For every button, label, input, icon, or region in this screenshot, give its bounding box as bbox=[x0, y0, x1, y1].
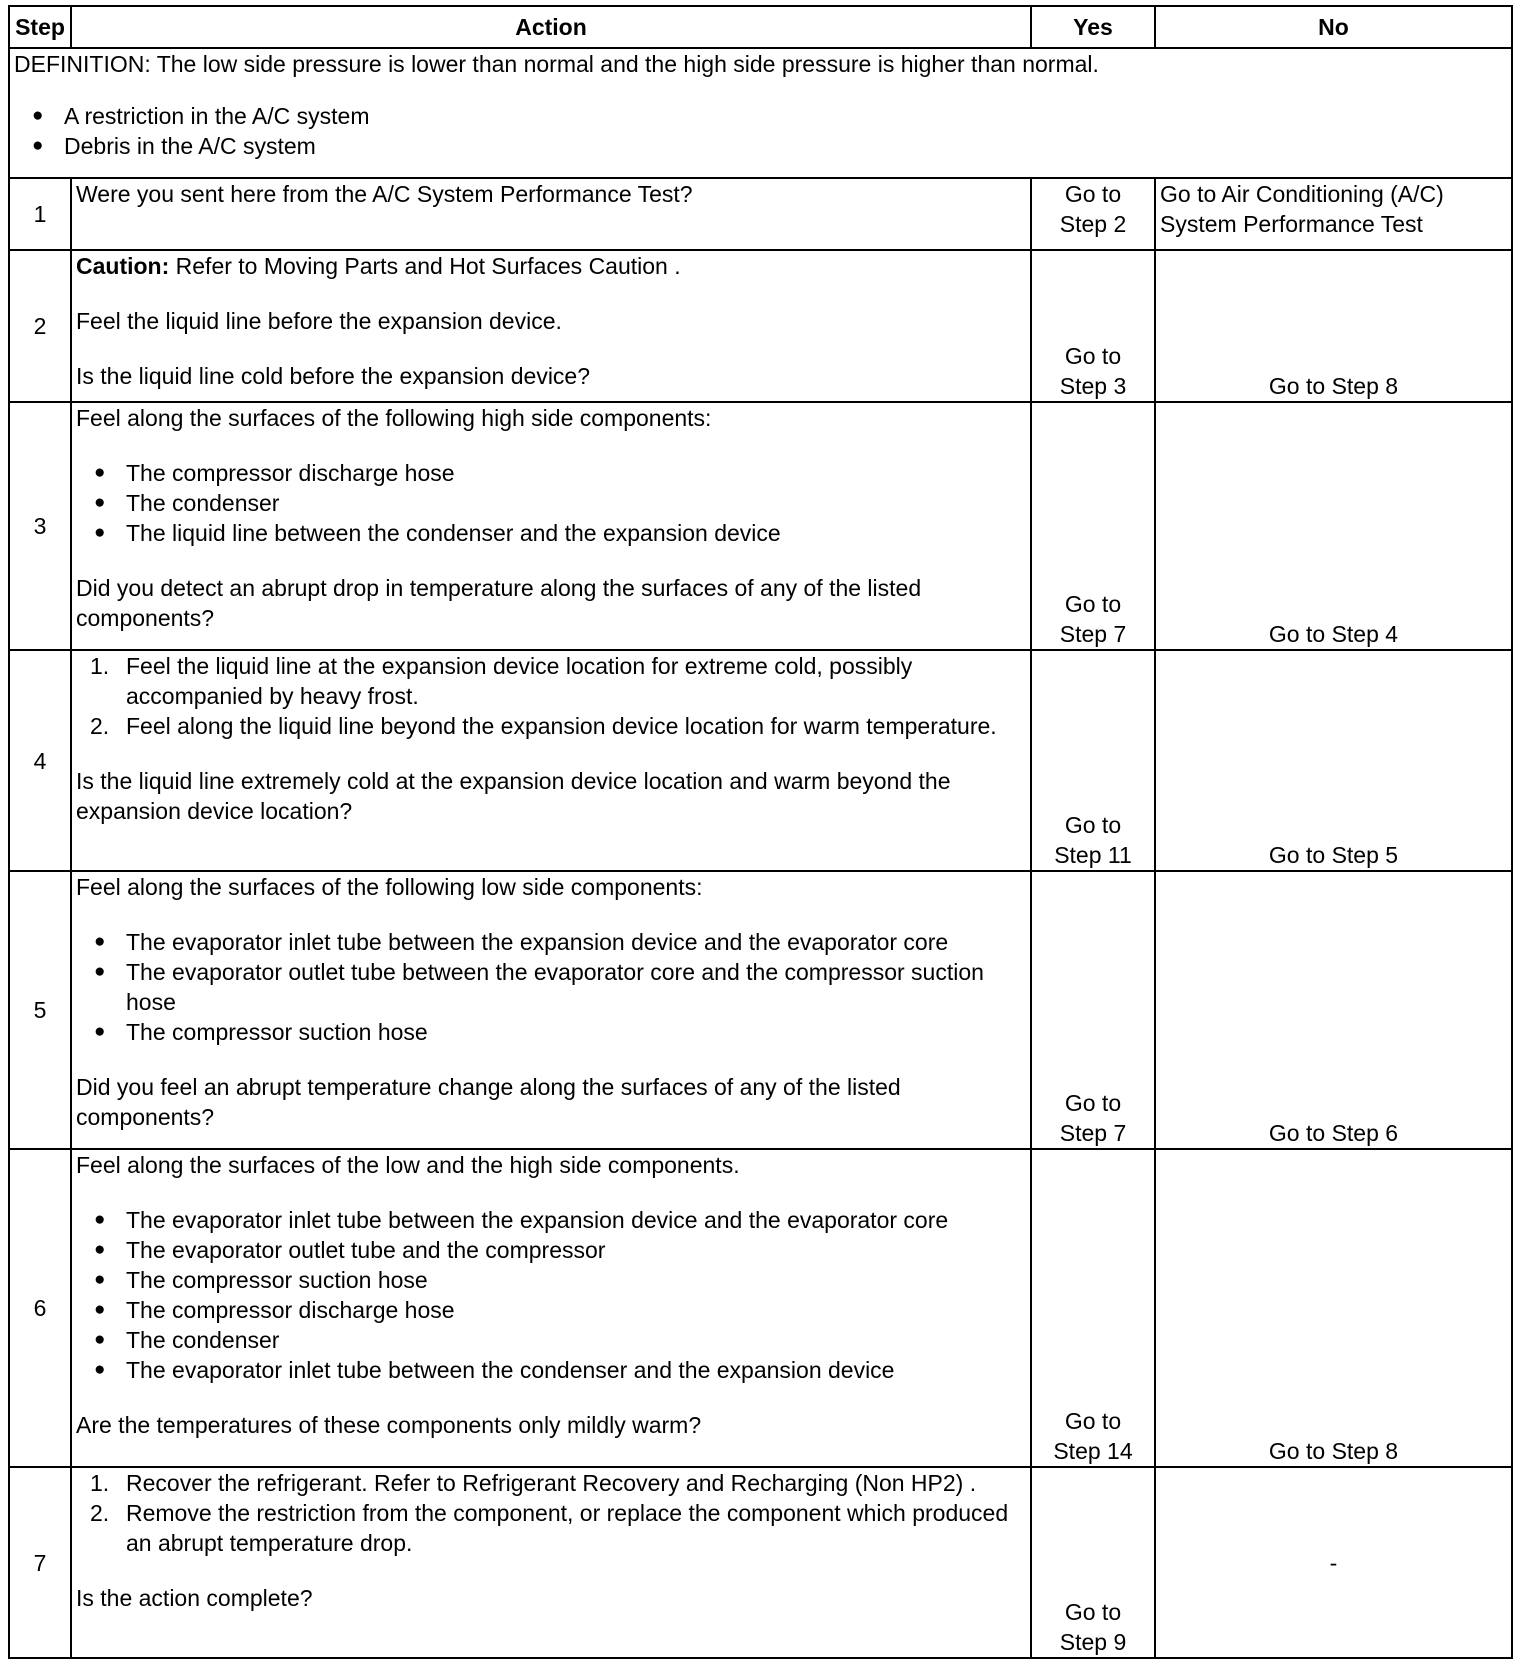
item-text: Feel along the liquid line beyond the expansion device location for warm temperature. bbox=[126, 713, 997, 739]
intro-text: Feel along the surfaces of the following high side components: bbox=[76, 405, 712, 431]
step-number: 2 bbox=[9, 250, 71, 402]
item-text: Feel the liquid line at the expansion device location for extreme cold, possibly accompanied by heavy frost. bbox=[126, 653, 913, 709]
list-item: ● Debris in the A/C system bbox=[14, 131, 1507, 161]
no-cell: - bbox=[1155, 1467, 1512, 1658]
list-item: ● The compressor discharge hose bbox=[76, 1295, 1026, 1325]
list-item: ● The evaporator outlet tube between the evaporator core and the compressor suction hose bbox=[76, 957, 1026, 1017]
intro-text: Feel along the surfaces of the following low side components: bbox=[76, 874, 703, 900]
no-cell: Go to Step 5 bbox=[1155, 650, 1512, 871]
yes-line: Step 14 bbox=[1053, 1438, 1133, 1464]
yes-line: Step 7 bbox=[1059, 1120, 1127, 1146]
yes-cell bbox=[1031, 402, 1155, 650]
list-item: ● The evaporator inlet tube between the expansion device and the evaporator core bbox=[76, 927, 1026, 957]
list-item: ● The compressor suction hose bbox=[76, 1265, 1026, 1295]
no-line: Go to Air Conditioning (A/C) bbox=[1160, 181, 1444, 207]
component-list bbox=[76, 458, 1026, 548]
action-cell bbox=[71, 650, 1031, 871]
question-text: Did you feel an abrupt temperature change along the surfaces of any of the listed components? bbox=[76, 1074, 901, 1130]
caution-line bbox=[76, 251, 1026, 281]
table-row bbox=[9, 402, 1512, 650]
action-cell bbox=[71, 871, 1031, 1149]
yes-line: Step 3 bbox=[1059, 373, 1127, 399]
yes-cell bbox=[1031, 250, 1155, 402]
no-cell: Go to Step 8 bbox=[1155, 1149, 1512, 1467]
header-step: Step bbox=[9, 6, 71, 48]
yes-line: Go to bbox=[1064, 181, 1122, 207]
no-line: System Performance Test bbox=[1160, 211, 1423, 237]
no-cell bbox=[1155, 178, 1512, 250]
definition-text: DEFINITION: The low side pressure is lower than normal and the high side pressure is higher than normal. bbox=[14, 51, 1099, 77]
instruction-list bbox=[76, 651, 1026, 741]
list-item: ● The liquid line between the condenser and the expansion device bbox=[76, 518, 1026, 548]
item-number: 2. bbox=[90, 1500, 110, 1526]
list-item bbox=[76, 711, 1026, 741]
table-row bbox=[9, 178, 1512, 250]
header-yes: Yes bbox=[1031, 6, 1155, 48]
list-item: ● The evaporator outlet tube and the compressor bbox=[76, 1235, 1026, 1265]
table-row bbox=[9, 871, 1512, 1149]
no-cell: Go to Step 8 bbox=[1155, 250, 1512, 402]
action-cell bbox=[71, 1467, 1031, 1658]
table-row bbox=[9, 1149, 1512, 1467]
list-item: ● The compressor discharge hose bbox=[76, 458, 1026, 488]
question-text: Is the liquid line cold before the expansion device? bbox=[76, 363, 591, 389]
question-text: Is the liquid line extremely cold at the expansion device location and warm beyond the expansion device location? bbox=[76, 768, 951, 824]
definition-cell bbox=[9, 48, 1512, 178]
component-list bbox=[76, 1205, 1026, 1385]
list-item bbox=[76, 651, 1026, 711]
step-number: 6 bbox=[9, 1149, 71, 1467]
list-item bbox=[76, 1468, 1026, 1498]
yes-line: Step 9 bbox=[1059, 1629, 1127, 1655]
step-number: 4 bbox=[9, 650, 71, 871]
list-item: ● A restriction in the A/C system bbox=[14, 101, 1507, 131]
component-list bbox=[76, 927, 1026, 1047]
instruction-text: Feel the liquid line before the expansion device. bbox=[76, 308, 562, 334]
no-cell: Go to Step 6 bbox=[1155, 871, 1512, 1149]
list-item: ● The condenser bbox=[76, 488, 1026, 518]
caution-text: Refer to Moving Parts and Hot Surfaces Caution . bbox=[169, 253, 681, 279]
yes-line: Go to bbox=[1064, 343, 1122, 369]
item-number: 1. bbox=[90, 1470, 110, 1496]
definition-row bbox=[9, 48, 1512, 178]
step-number: 1 bbox=[9, 178, 71, 250]
caution-label: Caution: bbox=[76, 253, 170, 279]
action-cell bbox=[71, 1149, 1031, 1467]
header-row bbox=[9, 6, 1512, 48]
action-cell bbox=[71, 178, 1031, 250]
table-row bbox=[9, 1467, 1512, 1658]
step-number: 3 bbox=[9, 402, 71, 650]
action-cell bbox=[71, 250, 1031, 402]
diagnostic-table bbox=[8, 5, 1513, 1659]
definition-bullets bbox=[14, 101, 1507, 161]
no-cell: Go to Step 4 bbox=[1155, 402, 1512, 650]
yes-line: Go to bbox=[1064, 812, 1122, 838]
item-number: 2. bbox=[90, 713, 110, 739]
list-item: ● The evaporator inlet tube between the expansion device and the evaporator core bbox=[76, 1205, 1026, 1235]
item-number: 1. bbox=[90, 653, 110, 679]
instruction-list bbox=[76, 1468, 1026, 1558]
yes-cell bbox=[1031, 650, 1155, 871]
list-item: ● The evaporator inlet tube between the condenser and the expansion device bbox=[76, 1355, 1026, 1385]
item-text: Remove the restriction from the component, or replace the component which produced an abrupt temperature drop. bbox=[126, 1500, 1009, 1556]
yes-line: Step 7 bbox=[1059, 621, 1127, 647]
step-number: 7 bbox=[9, 1467, 71, 1658]
list-item: ● The condenser bbox=[76, 1325, 1026, 1355]
table-row bbox=[9, 650, 1512, 871]
table-row bbox=[9, 250, 1512, 402]
question-text: Is the action complete? bbox=[76, 1585, 313, 1611]
yes-cell bbox=[1031, 178, 1155, 250]
header-action: Action bbox=[71, 6, 1031, 48]
item-text: Recover the refrigerant. Refer to Refrigerant Recovery and Recharging (Non HP2) . bbox=[126, 1470, 977, 1496]
yes-cell bbox=[1031, 871, 1155, 1149]
yes-line: Step 11 bbox=[1054, 842, 1132, 868]
yes-cell bbox=[1031, 1467, 1155, 1658]
action-cell bbox=[71, 402, 1031, 650]
yes-line: Go to bbox=[1064, 591, 1122, 617]
question-text: Were you sent here from the A/C System Performance Test? bbox=[76, 181, 693, 207]
yes-line: Go to bbox=[1064, 1090, 1122, 1116]
question-text: Did you detect an abrupt drop in temperature along the surfaces of any of the listed components? bbox=[76, 575, 922, 631]
yes-cell bbox=[1031, 1149, 1155, 1467]
step-number: 5 bbox=[9, 871, 71, 1149]
yes-line: Go to bbox=[1064, 1408, 1122, 1434]
yes-line: Step 2 bbox=[1059, 211, 1127, 237]
yes-line: Go to bbox=[1064, 1599, 1122, 1625]
list-item bbox=[76, 1498, 1026, 1558]
header-no: No bbox=[1155, 6, 1512, 48]
question-text: Are the temperatures of these components only mildly warm? bbox=[76, 1412, 702, 1438]
intro-text: Feel along the surfaces of the low and the high side components. bbox=[76, 1152, 740, 1178]
list-item: ● The compressor suction hose bbox=[76, 1017, 1026, 1047]
